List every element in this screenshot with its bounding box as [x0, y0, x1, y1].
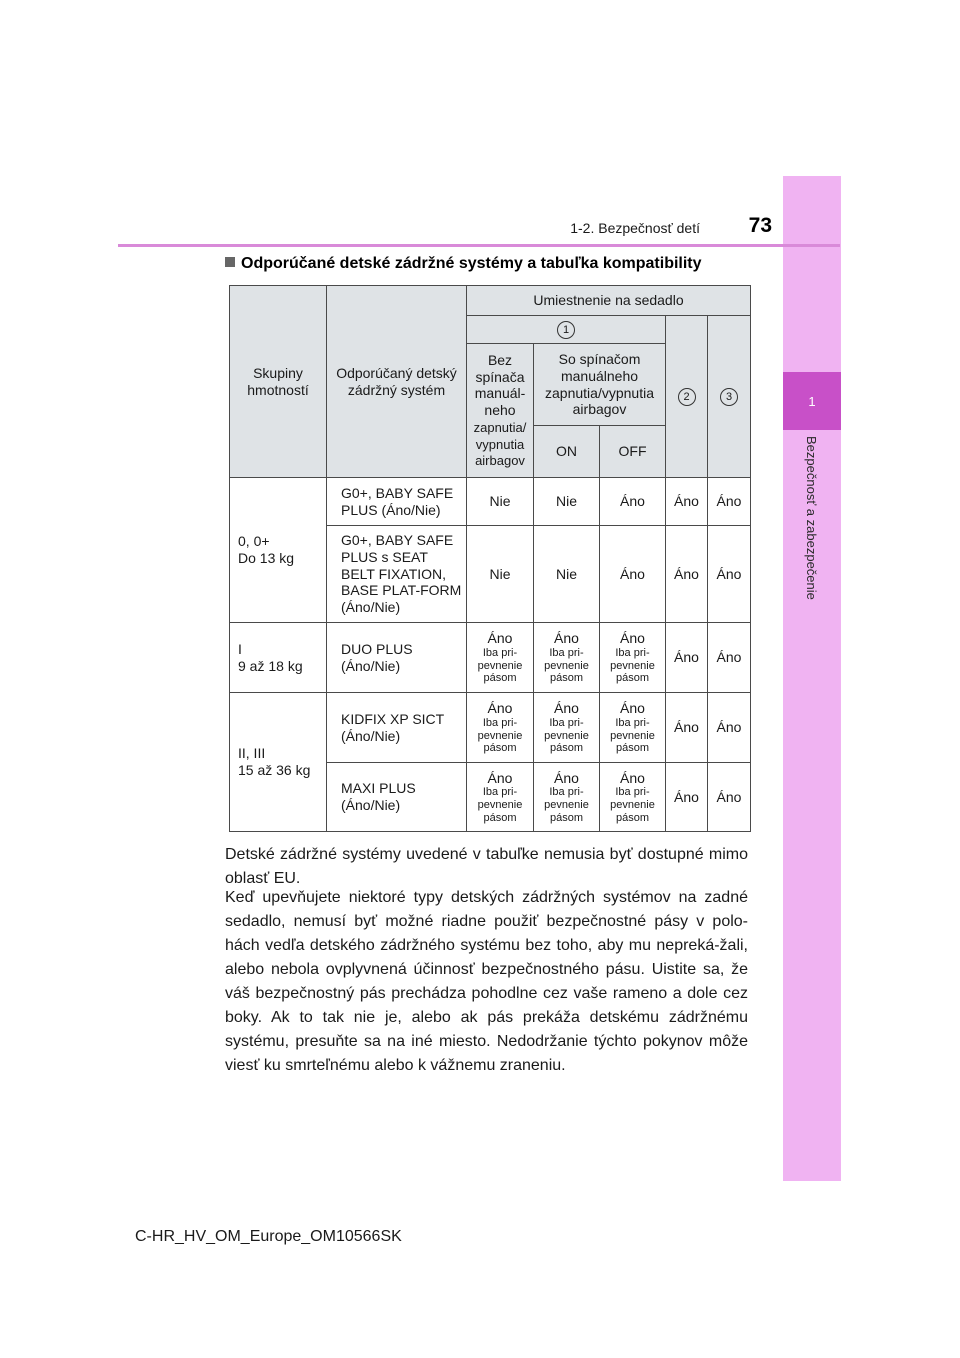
- cell-value: Áno: [708, 623, 751, 693]
- header-position-2: [666, 316, 708, 478]
- position-3-icon: 3: [720, 388, 738, 406]
- header-recommended-system: Odporúčaný detský zádržný systém: [327, 286, 467, 478]
- cell-value: [534, 693, 600, 763]
- page-number: 73: [748, 214, 772, 237]
- side-tab: [783, 176, 841, 1181]
- cell-main: Áno: [620, 630, 645, 647]
- section-title-text: Odporúčané detské zádržné systémy a tabuľka kompatibility: [241, 255, 702, 272]
- cell-value: Áno: [708, 693, 751, 763]
- cell-value: Áno: [666, 763, 708, 832]
- cell-main: Áno: [554, 769, 579, 786]
- header-section: 1-2. Bezpečnosť detí: [570, 220, 700, 236]
- paragraph-availability: Detské zádržné systémy uvedené v tabuľke nemusia byť dostupné mimo oblasť EU.: [225, 846, 748, 887]
- cell-value: Áno: [708, 478, 751, 526]
- system-name: DUO PLUS (Áno/Nie): [327, 623, 467, 693]
- cell-value: [600, 623, 666, 693]
- cell-main: Áno: [620, 769, 645, 786]
- table-row: [230, 478, 751, 526]
- header-seating-position: Umiestnenie na sedadlo: [467, 286, 751, 316]
- group-weight: Do 13 kg: [238, 550, 295, 566]
- cell-value: Áno: [708, 526, 751, 623]
- cell-value: Nie: [467, 526, 534, 623]
- cell-main: Áno: [554, 630, 579, 647]
- cell-main: Áno: [554, 700, 579, 717]
- group-label: 0, 0+: [238, 533, 270, 550]
- cell-value: Áno: [600, 526, 666, 623]
- chapter-title: Bezpečnosť a zabezpečenie: [804, 436, 819, 600]
- weight-group-cell: [230, 623, 327, 693]
- cell-value: [534, 763, 600, 832]
- system-name: MAXI PLUS (Áno/Nie): [327, 763, 467, 832]
- square-bullet-icon: [225, 257, 235, 267]
- cell-note: Iba pri-pevnenie pásom: [610, 716, 655, 755]
- header-position-1: [467, 316, 666, 344]
- group-weight: 15 až 36 kg: [238, 762, 311, 778]
- header-position-3: [708, 316, 751, 478]
- cell-note: Iba pri-pevnenie pásom: [477, 646, 523, 685]
- chapter-number: 1: [783, 372, 841, 430]
- header-with-switch: So spínačom manuálneho zapnutia/vypnutia airbagov: [534, 344, 666, 426]
- position-2-icon: 2: [678, 388, 696, 406]
- cell-value: Áno: [708, 763, 751, 832]
- table-row: [230, 623, 751, 693]
- cell-value: Nie: [534, 526, 600, 623]
- system-name: G0+, BABY SAFE PLUS (Áno/Nie): [327, 478, 467, 526]
- cell-value: [534, 623, 600, 693]
- section-title: [225, 255, 785, 273]
- cell-value: Nie: [534, 478, 600, 526]
- cell-value: Áno: [666, 693, 708, 763]
- table-row: [230, 693, 751, 763]
- header-weight-groups: Skupiny hmotností: [230, 286, 327, 478]
- cell-note: Iba pri-pevnenie pásom: [544, 716, 589, 755]
- position-1-icon: 1: [557, 321, 575, 339]
- system-name: KIDFIX XP SICT (Áno/Nie): [327, 693, 467, 763]
- cell-value: Áno: [600, 478, 666, 526]
- system-name: G0+, BABY SAFE PLUS s SEAT BELT FIXATION, BASE PLAT-FORM (Áno/Nie): [327, 526, 467, 623]
- cell-value: [467, 623, 534, 693]
- header-divider: [118, 244, 840, 247]
- header-on: ON: [534, 426, 600, 478]
- cell-value: Áno: [666, 623, 708, 693]
- header-no-switch: [467, 344, 534, 478]
- cell-value: [467, 763, 534, 832]
- cell-note: Iba pri-pevnenie pásom: [544, 646, 589, 685]
- cell-note: Iba pri-pevnenie pásom: [544, 786, 589, 824]
- cell-value: Áno: [666, 526, 708, 623]
- cell-value: [600, 763, 666, 832]
- footer-doc-id: C-HR_HV_OM_Europe_OM10566SK: [135, 1228, 402, 1245]
- group-weight: 9 až 18 kg: [238, 657, 303, 674]
- cell-value: Áno: [666, 478, 708, 526]
- cell-value: Nie: [467, 478, 534, 526]
- cell-main: Áno: [487, 769, 513, 786]
- header-no-switch-text: Bez spínača manuál-neho: [474, 351, 526, 419]
- cell-note: Iba pri-pevnenie pásom: [477, 786, 523, 824]
- cell-note: Iba pri-pevnenie pásom: [610, 646, 655, 685]
- cell-main: Áno: [487, 700, 513, 717]
- header-off: OFF: [600, 426, 666, 478]
- header-no-switch-small: zapnutia/ vypnutia airbagov: [473, 419, 527, 469]
- cell-value: [600, 693, 666, 763]
- group-label: I: [238, 640, 242, 657]
- cell-main: Áno: [487, 630, 513, 647]
- group-label: II, III: [238, 745, 266, 762]
- cell-main: Áno: [620, 700, 645, 717]
- paragraph-seatbelt-warning: Keď upevňujete niektoré typy detských zádržných systémov na zadné sedadlo, nemusí byť možné riadne použiť bezpečnostné pásy v polo-hách vedľa detského zádržného systému bez toho, aby mu nepreká-žali, alebo nebola ovplyvnená účinnosť bezpečnostného pásu. Uistite sa, že váš bezpečnostný pás prechádza pohodlne cez vaše rameno a dole cez boky. Ak to tak nie je, alebo ak pás prekáža detskému zádržnému systému, presuňte sa na iné miesto. Nedodržanie týchto pokynov môže viesť ku smrteľnému alebo k vážnemu zraneniu.: [225, 889, 748, 1074]
- cell-note: Iba pri-pevnenie pásom: [610, 786, 655, 824]
- weight-group-cell: [230, 693, 327, 832]
- cell-note: Iba pri-pevnenie pásom: [477, 716, 523, 755]
- cell-value: [467, 693, 534, 763]
- weight-group-cell: [230, 478, 327, 623]
- compatibility-table: [229, 285, 751, 832]
